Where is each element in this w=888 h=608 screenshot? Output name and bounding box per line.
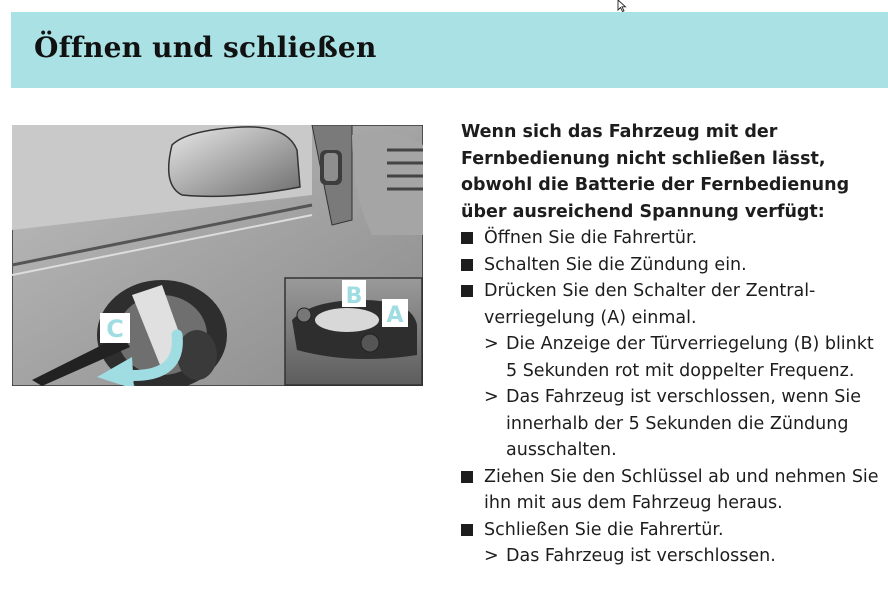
- step-item: [461, 225, 881, 252]
- label-a: A: [386, 303, 404, 328]
- mouse-cursor-icon: [617, 0, 629, 12]
- instructions: [461, 119, 881, 570]
- result-marker: >: [484, 387, 499, 407]
- result-text: Das Fahrzeug ist verschlossen, wenn Sie innerhalb der 5 Sekunden die Zündung ausschalten.: [506, 387, 861, 460]
- result-text: Das Fahrzeug ist verschlossen.: [506, 546, 776, 566]
- bullet-square-icon: [461, 524, 473, 536]
- step-text: Ziehen Sie den Schlüssel ab und nehmen Sie ihn mit aus dem Fahrzeug heraus.: [484, 466, 879, 513]
- result-marker: >: [484, 546, 499, 566]
- step-item: [461, 278, 881, 464]
- step-item: [461, 464, 881, 517]
- bullet-square-icon: [461, 259, 473, 271]
- step-item: [461, 252, 881, 279]
- result-list: [484, 543, 881, 570]
- bullet-square-icon: [461, 285, 473, 297]
- result-text: Die Anzeige der Türverriegelung (B) blinkt 5 Sekunden rot mit doppelter Frequenz.: [506, 334, 874, 381]
- intro-text: Wenn sich das Fahrzeug mit der Fernbedienung nicht schließen lässt, obwohl die Batterie der Fernbedienung über ausreichend Spannung verfügt:: [461, 122, 850, 222]
- result-item: [461, 543, 881, 570]
- door-illustration: [12, 125, 423, 386]
- bullet-square-icon: [461, 471, 473, 483]
- page-header: [11, 12, 888, 88]
- result-item: [461, 384, 881, 464]
- step-text: Öffnen Sie die Fahrertür.: [484, 228, 698, 248]
- result-list: [484, 331, 881, 464]
- step-text: Drücken Sie den Schalter der Zentral-verriegelung (A) einmal.: [484, 281, 816, 328]
- mirror-shape: [169, 127, 300, 197]
- label-c: C: [106, 315, 124, 343]
- page-title: Öffnen und schließen: [34, 31, 377, 64]
- bullet-square-icon: [461, 232, 473, 244]
- step-text: Schließen Sie die Fahrertür.: [484, 519, 724, 540]
- step-list: [461, 225, 881, 570]
- label-b: B: [345, 284, 363, 309]
- result-marker: >: [484, 334, 499, 354]
- result-item: [461, 331, 881, 384]
- step-item: [461, 517, 881, 570]
- step-text: Schalten Sie die Zündung ein.: [484, 254, 747, 275]
